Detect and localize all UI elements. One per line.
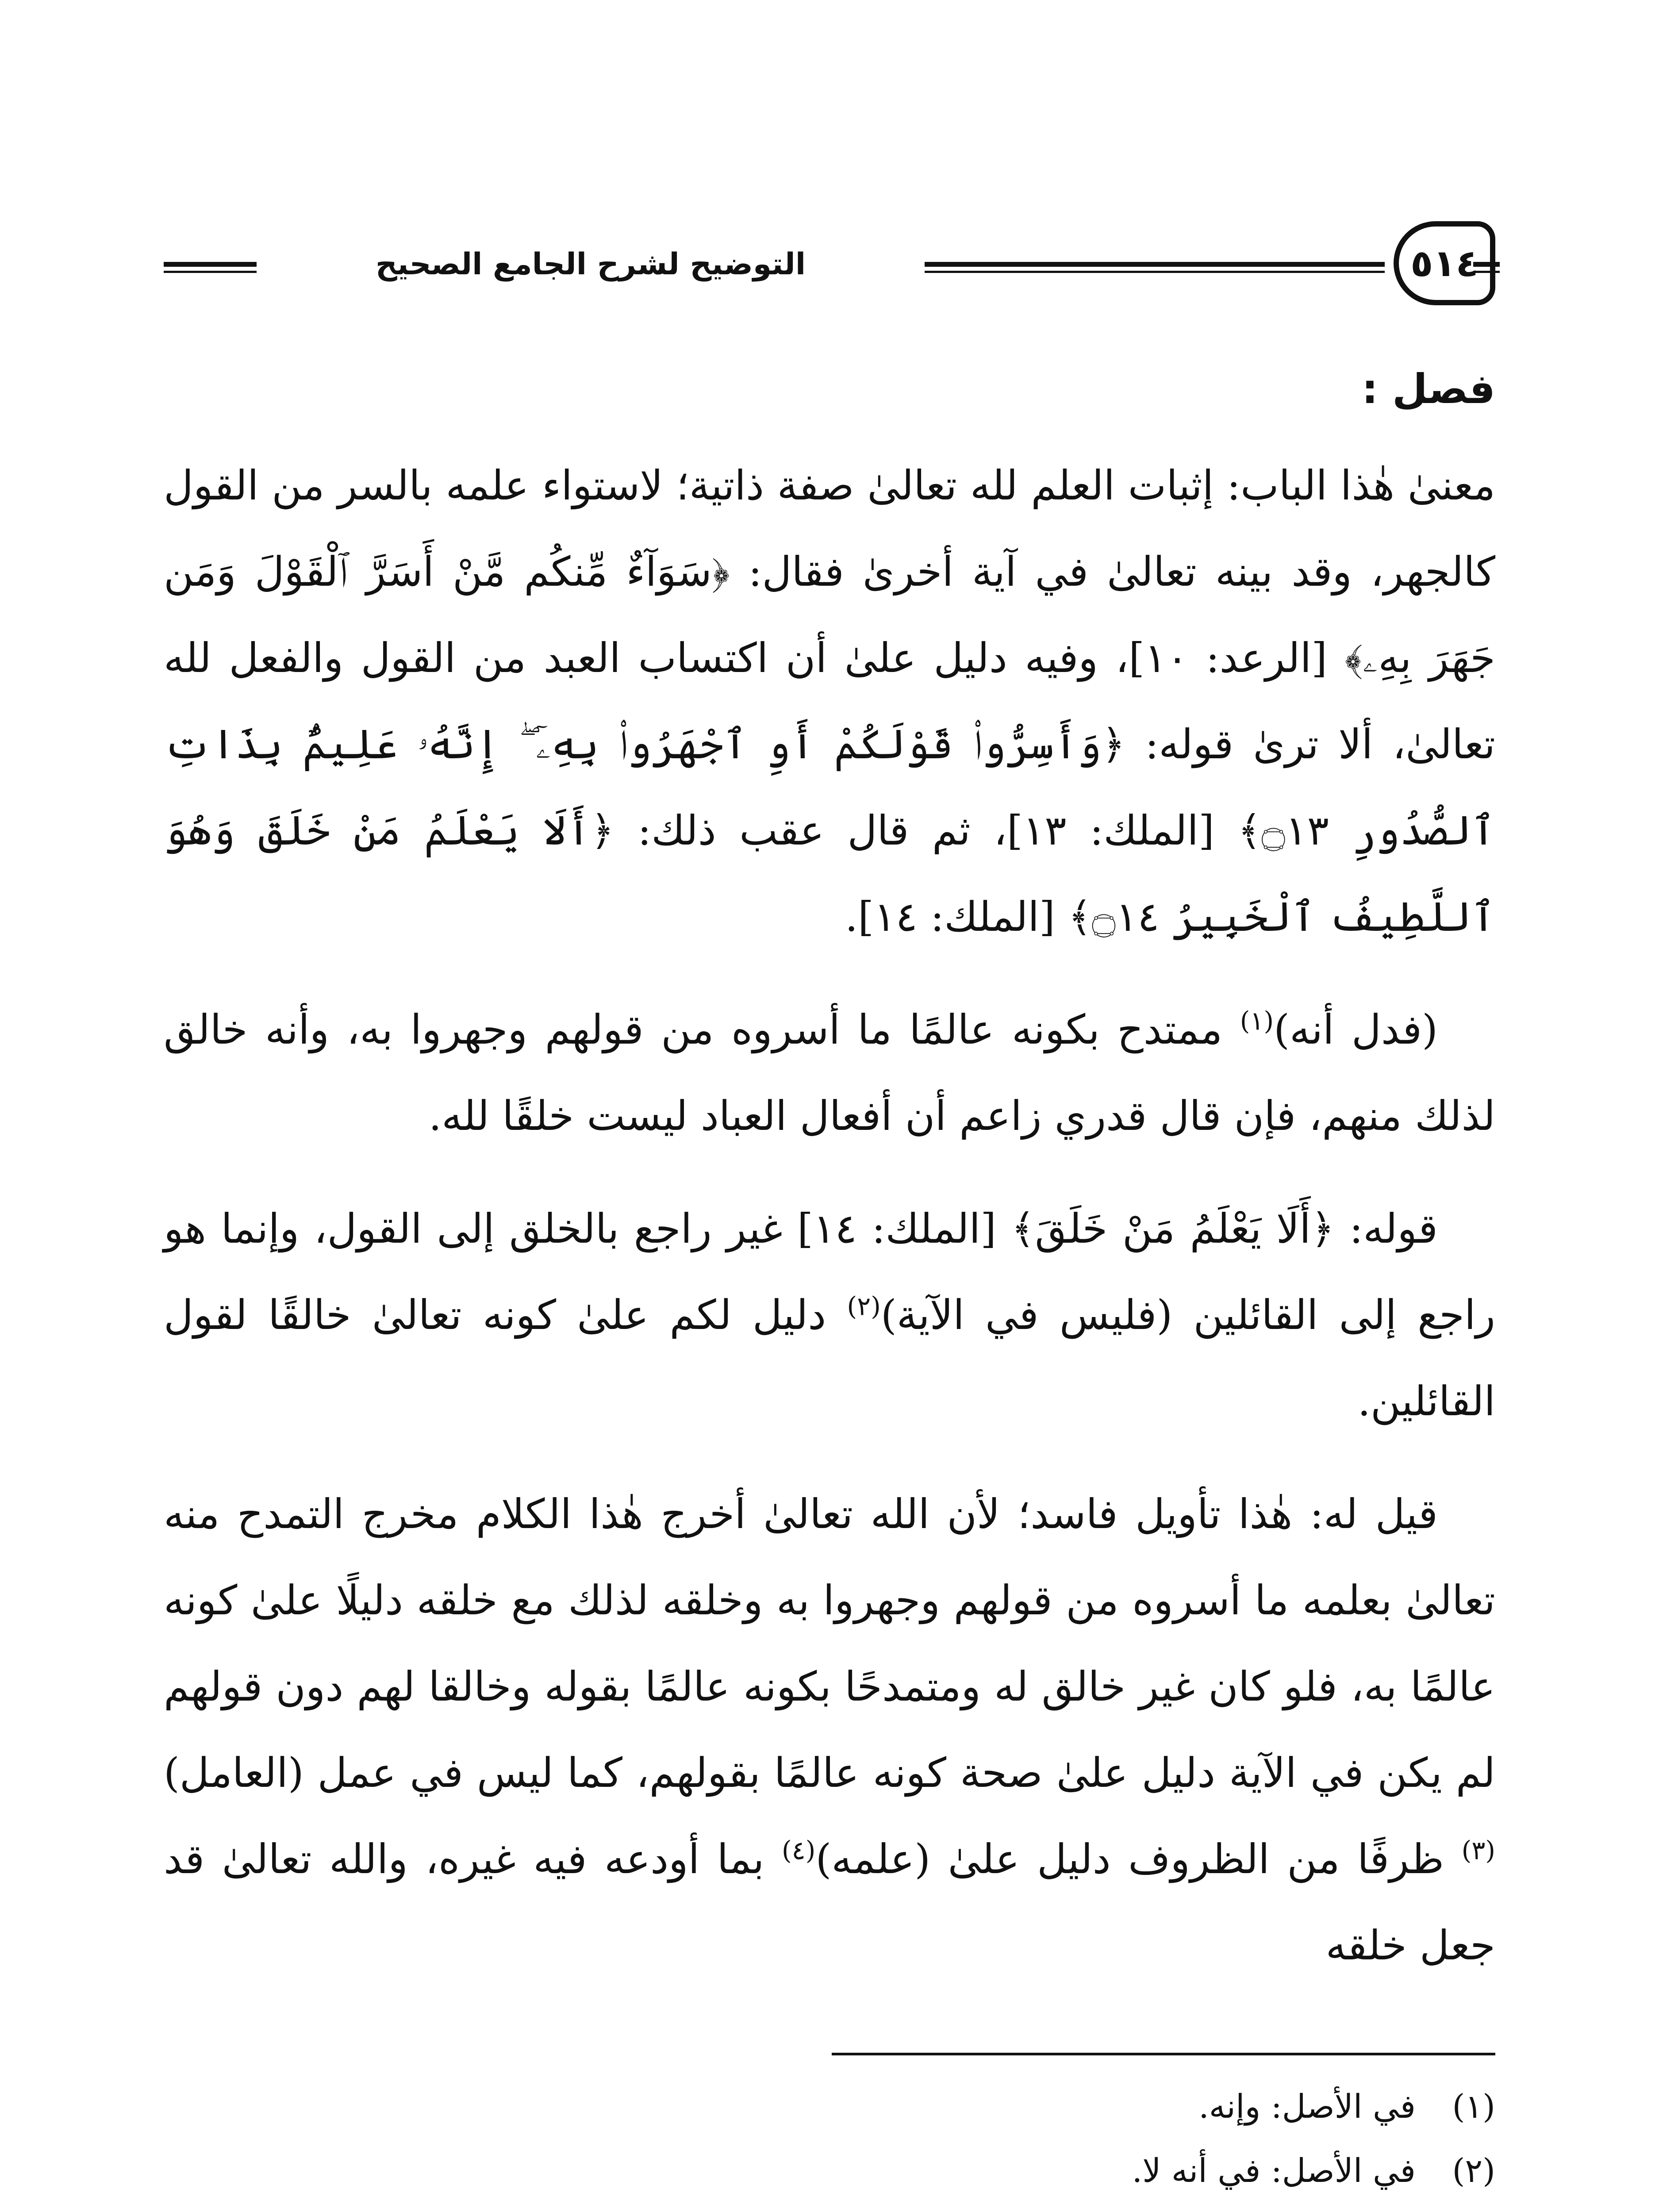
paragraph-2-text-a: (فدل أنه) [1274, 1006, 1438, 1053]
page-number-text: ٥١٤ [1410, 242, 1479, 285]
paragraph-4-text-a: قيل له: هٰذا تأويل فاسد؛ لأن الله تعالىٰ أخرج هٰذا الكلام مخرج التمدح منه تعالىٰ بعلمه ما أسروه من قولهم وجهروا به وخلقه لذلك مع خلقه دليلًا علىٰ كونه عالمًا به، فلو كان غير خالق له ومتمدحًا بكونه عالمًا بقوله وخالقا لهم دون قولهم لم يكن في الآية دليل علىٰ صحة كونه عالمًا بقولهم، كما ليس في عمل (العامل) [164, 1490, 1495, 1797]
paragraph-3 [164, 1186, 1495, 1444]
footnote-item [164, 2139, 1495, 2203]
quran-verse: ﴿سَوَآءٌ مِّنكُم مَّنْ أَسَرَّ ٱلْقَوْلَ وَمَن جَهَرَ بِهِۦ﴾ [164, 548, 1495, 682]
footnote-item [164, 2203, 1495, 2212]
footnote-number: (١) [1452, 2088, 1495, 2126]
footnote-text: في الأصل: في أنه لا. [1132, 2152, 1416, 2190]
paragraph-1-text-b: [الرعد: ١٠]، وفيه دليل علىٰ أن اكتساب العبد من القول والفعل لله تعالىٰ، ألا ترىٰ قوله: [164, 634, 1495, 768]
quran-verse: ﴿أَلَا يَعْلَمُ مَنْ خَلَقَ وَهُوَ ٱللَّطِيفُ ٱلْخَبِيرُ ۝١٤﴾ [164, 807, 1495, 941]
paragraph-2-text-b: ممتدح بكونه عالمًا ما أسروه من قولهم وجهروا به، وأنه خالق لذلك منهم، فإن قال قدري زاعم أن أفعال العباد ليست خلقًا لله. [164, 1006, 1495, 1140]
header-rule-short [164, 262, 257, 273]
footnote-ref-4[interactable]: (٤) [782, 1835, 816, 1866]
running-title: التوضيح لشرح الجامع الصحيح [375, 247, 806, 282]
paragraph-1-text-a: معنىٰ هٰذا الباب: إثبات العلم لله تعالىٰ صفة ذاتية؛ لاستواء علمه بالسر من القول كالجهر، وقد بينه تعالىٰ في آية أخرىٰ فقال: [164, 462, 1495, 595]
footnote-ref-1[interactable]: (١) [1240, 1006, 1274, 1036]
paragraph-1-text-c: [الملك: ١٣]، ثم قال عقب ذلك: [614, 807, 1238, 854]
footnote-number: (٢) [1452, 2152, 1495, 2190]
section-heading: فصل : [1362, 365, 1495, 413]
paragraph-3-text-c: دليل لكم علىٰ كونه تعالىٰ خالقًا لقول القائلين. [164, 1291, 1495, 1425]
paragraph-2 [164, 987, 1495, 1159]
paragraph-4-text-c: بما أودعه فيه غيره، والله تعالىٰ قد جعل خلقه [164, 1836, 1495, 1969]
footnote-ref-3[interactable]: (٣) [1461, 1835, 1495, 1866]
paragraph-3-text-b: [الملك: ١٤] غير راجع بالخلق إلى القول، وإنما هو راجع إلى القائلين (فليس في الآية) [164, 1205, 1495, 1339]
paragraph-1-text-d: [الملك: ١٤]. [845, 893, 1068, 941]
quran-verse: ﴿أَلَا يَعْلَمُ مَنْ خَلَقَ﴾ [1011, 1205, 1335, 1252]
footnote-number [1416, 2203, 1495, 2212]
paragraph-4-text-b: ظرفًا من الظروف دليل علىٰ (علمه) [815, 1836, 1462, 1883]
footnote-ref-2[interactable]: (٢) [847, 1291, 881, 1321]
running-header [164, 221, 1500, 310]
header-rule-long [925, 262, 1385, 273]
footnotes [164, 2075, 1495, 2212]
footnote-separator [832, 2053, 1495, 2055]
quran-verse: ﴿وَأَسِرُّوا۟ قَوْلَكُمْ أَوِ ٱجْهَرُوا۟ بِهِۦٓ ۖ إِنَّهُۥ عَلِيمٌۢ بِذَاتِ ٱلصُّدُورِ ۝١٣﴾ [164, 721, 1496, 854]
body-text [164, 442, 1495, 2015]
paragraph-1 [164, 442, 1495, 960]
footnote-item [164, 2075, 1495, 2139]
paragraph-3-text-a: قوله: [1334, 1205, 1438, 1252]
page-number [1394, 221, 1495, 305]
footnote-text: في الأصل: وإنه. [1198, 2088, 1416, 2126]
paragraph-4 [164, 1471, 1495, 1989]
